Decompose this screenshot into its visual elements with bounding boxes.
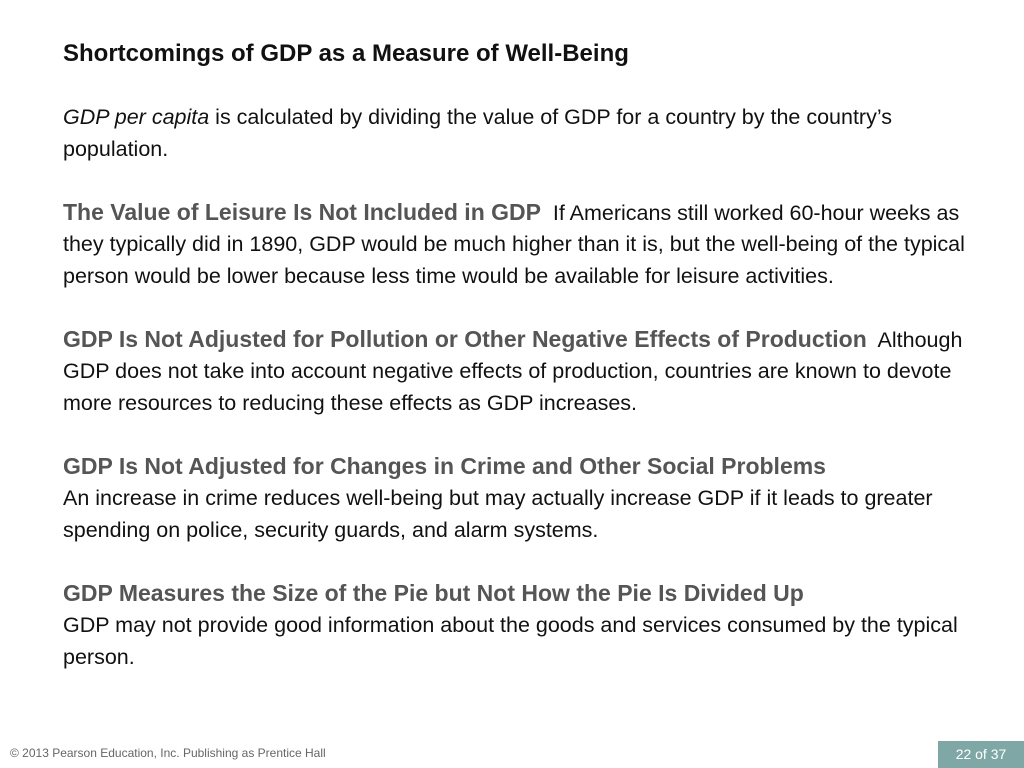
section-text: An increase in crime reduces well-being but may actually increase GDP if it leads to greater spending on police, security guards, and alarm systems. [63, 486, 933, 542]
slide-body [63, 102, 993, 705]
section-text: Although GDP does not take into account negative effects of production, countries are known to devote more resources to reducing these effects as GDP increases. [63, 327, 963, 415]
section-heading: The Value of Leisure Is Not Included in GDP [63, 198, 541, 225]
section-crime [63, 451, 993, 547]
intro-paragraph [63, 102, 993, 165]
copyright-notice: © 2013 Pearson Education, Inc. Publishing as Prentice Hall [10, 746, 326, 760]
section-leisure [63, 197, 993, 293]
page-indicator: 22 of 37 [938, 741, 1024, 768]
section-text: If Americans still worked 60-hour weeks as they typically did in 1890, GDP would be much higher than it is, but the well-being of the typical person would be lower because less time would be available for leisure activities. [63, 200, 965, 288]
intro-term: GDP per capita [63, 105, 210, 129]
section-pollution [63, 324, 993, 420]
section-heading: GDP Is Not Adjusted for Changes in Crime and Other Social Problems [63, 452, 826, 479]
section-heading: GDP Is Not Adjusted for Pollution or Other Negative Effects of Production [63, 325, 867, 352]
slide-title: Shortcomings of GDP as a Measure of Well-Being [63, 40, 629, 67]
intro-text: is calculated by dividing the value of GDP for a country by the country’s population. [63, 105, 892, 161]
section-text: GDP may not provide good information about the goods and services consumed by the typical person. [63, 613, 958, 669]
section-pie [63, 578, 993, 674]
section-heading: GDP Measures the Size of the Pie but Not How the Pie Is Divided Up [63, 579, 804, 606]
